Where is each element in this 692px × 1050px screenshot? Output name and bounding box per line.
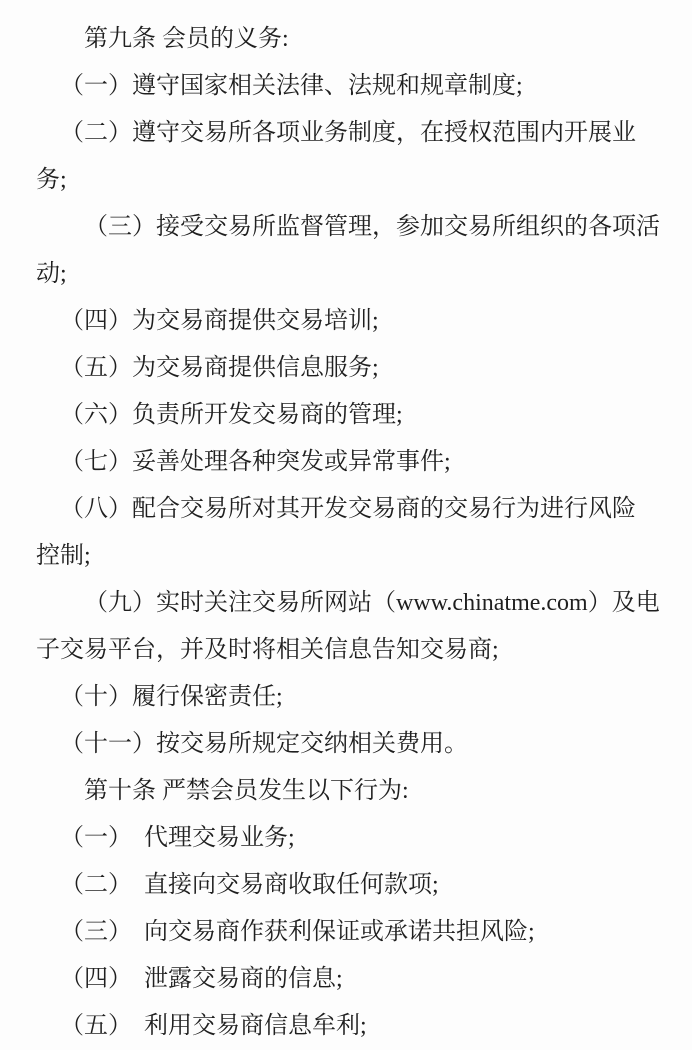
text-line: （十一）按交易所规定交纳相关费用。 bbox=[60, 731, 468, 757]
text-line: 务; bbox=[36, 167, 67, 193]
text-line: （八）配合交易所对其开发交易商的交易行为进行风险 bbox=[60, 496, 636, 522]
text-line: 控制; bbox=[36, 543, 91, 569]
text-line: （三）接受交易所监督管理，参加交易所组织的各项活 bbox=[84, 214, 660, 240]
text-line: 动; bbox=[36, 261, 67, 287]
text-line: （一） 代理交易业务; bbox=[60, 825, 295, 851]
text-line: （二） 直接向交易商收取任何款项; bbox=[60, 872, 439, 898]
text-line: 第十条 严禁会员发生以下行为: bbox=[84, 778, 409, 804]
text-line: （二）遵守交易所各项业务制度，在授权范围内开展业 bbox=[60, 120, 636, 146]
text-line: （六）负责所开发交易商的管理; bbox=[60, 402, 403, 428]
text-line: （七）妥善处理各种突发或异常事件; bbox=[60, 449, 451, 475]
text-line: 子交易平台，并及时将相关信息告知交易商; bbox=[36, 637, 499, 663]
text-line: （四） 泄露交易商的信息; bbox=[60, 966, 343, 992]
text-line: 第九条 会员的义务: bbox=[84, 26, 289, 52]
text-line: （十）履行保密责任; bbox=[60, 684, 283, 710]
text-line: （四）为交易商提供交易培训; bbox=[60, 308, 379, 334]
text-line: （五）为交易商提供信息服务; bbox=[60, 355, 379, 381]
text-line: （三） 向交易商作获利保证或承诺共担风险; bbox=[60, 919, 535, 945]
document-page bbox=[36, 16, 660, 1050]
text-line: （五） 利用交易商信息牟利; bbox=[60, 1013, 367, 1039]
text-line: （一）遵守国家相关法律、法规和规章制度; bbox=[60, 73, 523, 99]
text-line: （九）实时关注交易所网站（www.chinatme.com）及电 bbox=[84, 590, 660, 616]
